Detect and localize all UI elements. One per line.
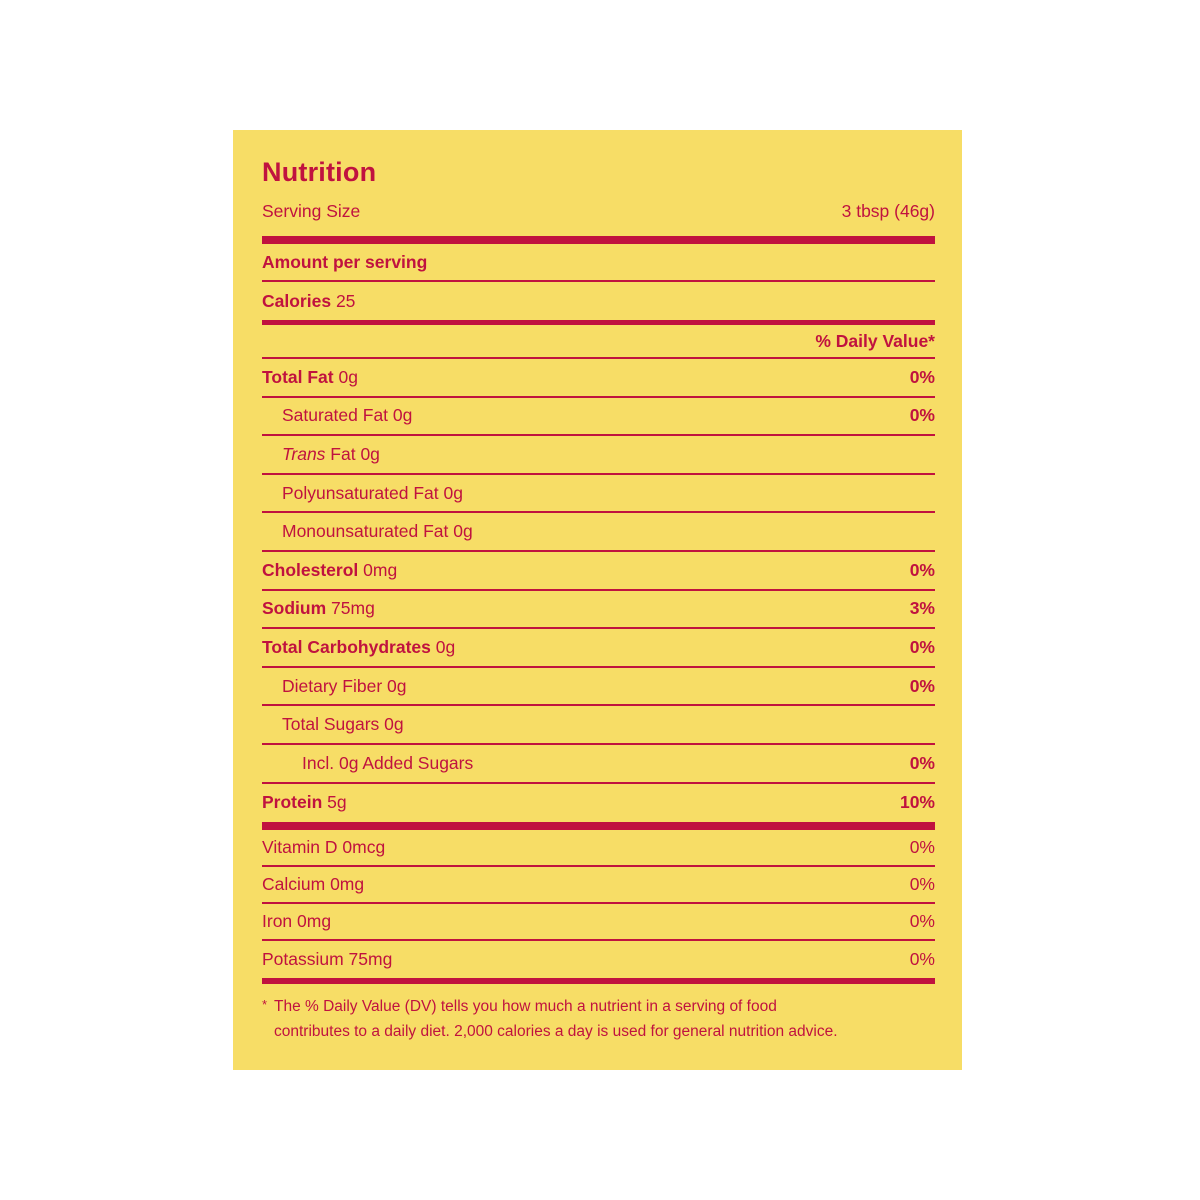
daily-value-pct: 3% — [909, 598, 935, 619]
nutrition-label-panel — [233, 130, 962, 1070]
micronutrient-row-vitamin-d: Vitamin D 0mcg 0% — [262, 830, 935, 867]
serving-size-row — [262, 187, 935, 236]
footnote-asterisk: * — [262, 997, 268, 1013]
nutrient-row-sodium: Sodium 75mg 3% — [262, 591, 935, 630]
nutrient-row-total-sugars: Total Sugars 0g — [262, 706, 935, 745]
calories-row — [262, 282, 935, 320]
daily-value-pct: 0% — [909, 636, 935, 657]
serving-size-value: 3 tbsp (46g) — [841, 201, 935, 221]
daily-value-header: % Daily Value* — [815, 330, 935, 351]
amount-per-serving-row — [262, 244, 935, 282]
divider-bar-thick — [262, 822, 935, 830]
nutrient-row-trans-fat: Trans Fat 0g — [262, 436, 935, 475]
amount-per-serving-label: Amount per serving — [262, 251, 428, 272]
daily-value-pct: 0% — [909, 675, 935, 696]
nutrition-title: Nutrition — [262, 157, 377, 187]
footnote-line1: The % Daily Value (DV) tells you how much a nutrient in a serving of food — [274, 998, 777, 1016]
daily-value-pct: 0% — [909, 752, 935, 773]
daily-value-header-row — [262, 325, 935, 359]
micronutrient-row-potassium: Potassium 75mg 0% — [262, 949, 935, 970]
daily-value-footnote — [262, 994, 935, 1044]
daily-value-pct: 0% — [909, 911, 935, 932]
micronutrient-row-calcium: Calcium 0mg 0% — [262, 867, 935, 904]
serving-size-label: Serving Size — [262, 201, 361, 221]
daily-value-pct: 0% — [909, 874, 935, 895]
footnote-line2: contributes to a daily diet. 2,000 calories a day is used for general nutrition advice. — [274, 1023, 838, 1041]
calories-label: Calories — [262, 290, 332, 311]
nutrient-row-total-carbohydrates: Total Carbohydrates 0g 0% — [262, 629, 935, 668]
divider-bar-semi — [262, 978, 935, 984]
daily-value-pct: 0% — [909, 949, 935, 970]
daily-value-pct: 0% — [909, 366, 935, 387]
daily-value-pct: 0% — [909, 837, 935, 858]
nutrient-row-saturated-fat: Saturated Fat 0g 0% — [262, 398, 935, 437]
daily-value-pct: 10% — [899, 792, 935, 813]
nutrient-row-dietary-fiber: Dietary Fiber 0g 0% — [262, 668, 935, 707]
nutrient-row-monounsaturated-fat: Monounsaturated Fat 0g — [262, 513, 935, 552]
nutrient-row-added-sugars: Incl. 0g Added Sugars 0% — [262, 745, 935, 784]
calories-value: 25 — [335, 290, 356, 311]
micronutrient-row-iron: Iron 0mg 0% — [262, 904, 935, 941]
daily-value-pct: 0% — [909, 405, 935, 426]
divider-bar-thick — [262, 236, 935, 244]
nutrient-row-polyunsaturated-fat: Polyunsaturated Fat 0g — [262, 475, 935, 514]
nutrient-row-protein: Protein 5g 10% — [262, 792, 935, 813]
nutrient-row-cholesterol: Cholesterol 0mg 0% — [262, 552, 935, 591]
daily-value-pct: 0% — [909, 559, 935, 580]
nutrient-row-total-fat: Total Fat 0g 0% — [262, 359, 935, 398]
